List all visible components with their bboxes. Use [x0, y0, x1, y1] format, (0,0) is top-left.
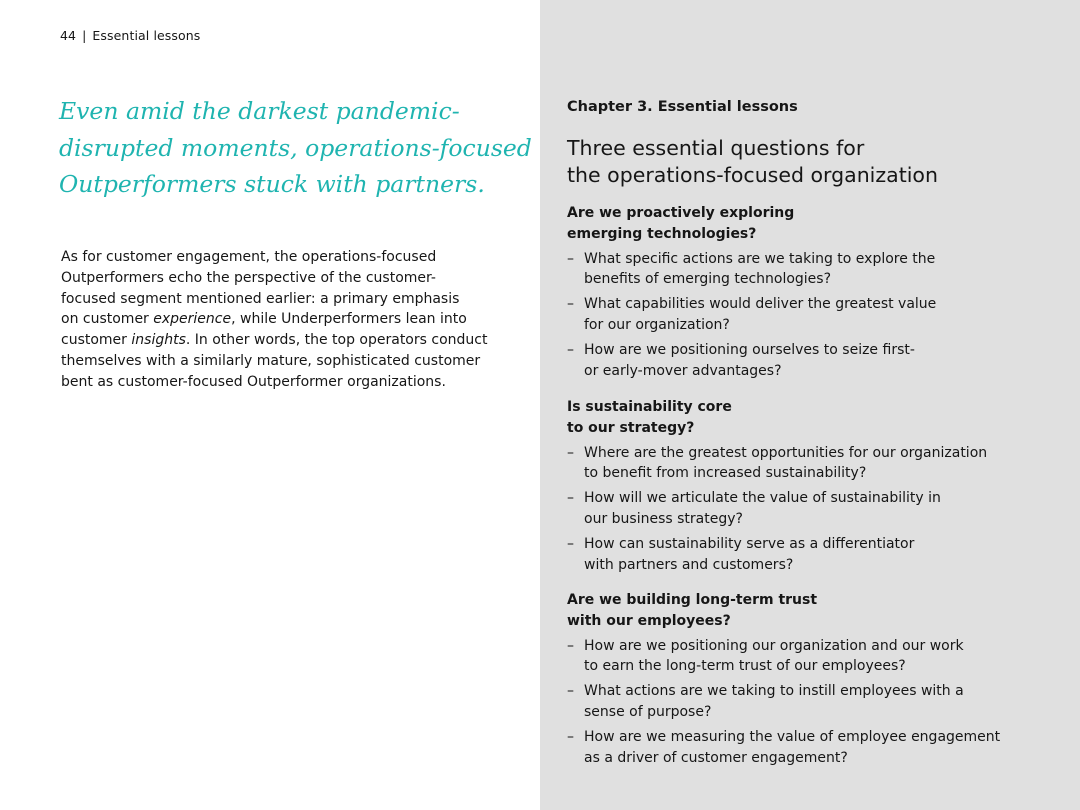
question-line: How can sustainability serve as a differentiator — [584, 535, 915, 552]
section-heading-line: Are we proactively exploring — [567, 205, 795, 221]
body-line — [61, 372, 521, 393]
panel-title-line: the operations-focused organization — [567, 163, 938, 187]
page-number: 44 — [60, 28, 77, 43]
pull-quote-line: disrupted moments, operations-focused — [59, 133, 532, 162]
section-heading-line: to our strategy? — [567, 419, 695, 436]
dash-bullet: – — [567, 683, 574, 700]
dash-bullet: – — [567, 444, 574, 461]
section-heading-line: emerging technologies? — [567, 225, 757, 242]
question-line: How are we positioning ourselves to seize first- — [584, 341, 915, 358]
dash-bullet: – — [567, 296, 574, 313]
question-section-technology — [567, 203, 1047, 385]
question-line: our business strategy? — [584, 510, 743, 527]
body-line — [61, 247, 521, 268]
question-line: to earn the long-term trust of our employees? — [584, 658, 906, 675]
question-line: What actions are we taking to instill employees with a — [584, 683, 964, 700]
chapter-label: Chapter 3. Essential lessons — [567, 99, 798, 115]
question-line: to benefit from increased sustainability? — [584, 465, 867, 482]
question-line: How are we positioning our organization and our work — [584, 637, 964, 654]
question-item — [567, 488, 1047, 530]
question-line: or early-mover advantages? — [584, 362, 782, 379]
dash-bullet: – — [567, 637, 574, 654]
body-text: bent as customer-focused Outperformer organizations. — [61, 373, 446, 390]
body-text: Outperformers echo the perspective of the customer- — [61, 269, 436, 286]
pull-quote-line: Even amid the darkest pandemic- — [59, 97, 460, 125]
body-line — [61, 351, 521, 372]
question-item — [567, 249, 1047, 291]
question-item — [567, 681, 1047, 723]
question-item — [567, 727, 1047, 769]
question-list — [567, 249, 1047, 382]
question-item — [567, 340, 1047, 382]
question-list — [567, 636, 1047, 769]
question-line: Where are the greatest opportunities for our organization — [584, 444, 988, 461]
question-line: How are we measuring the value of employee engagement — [584, 728, 1001, 745]
question-line: What specific actions are we taking to explore the — [584, 250, 936, 267]
section-heading-line: Is sustainability core — [567, 399, 732, 415]
question-line: as a driver of customer engagement? — [584, 749, 848, 766]
body-line — [61, 289, 521, 310]
body-text: , while Underperformers lean into — [231, 311, 467, 328]
body-line — [61, 309, 521, 330]
header-section-title: Essential lessons — [92, 28, 201, 43]
panel-title-line: Three essential questions for — [567, 136, 865, 160]
body-line — [61, 330, 521, 351]
section-heading-line: Are we building long-term trust — [567, 592, 818, 608]
question-item — [567, 636, 1047, 678]
question-line: What capabilities would deliver the greatest value — [584, 296, 937, 313]
question-item — [567, 443, 1047, 485]
section-heading — [567, 590, 1047, 632]
section-heading — [567, 203, 1047, 245]
body-text: on customer — [61, 311, 154, 328]
dash-bullet: – — [567, 250, 574, 267]
dash-bullet: – — [567, 490, 574, 507]
pull-quote — [59, 93, 532, 203]
body-line — [61, 268, 521, 289]
body-text: focused segment mentioned earlier: a primary emphasis — [61, 290, 460, 307]
page-header — [60, 28, 200, 43]
question-line: for our organization? — [584, 316, 730, 333]
header-separator: | — [82, 28, 87, 43]
body-text: . In other words, the top operators conduct — [185, 332, 488, 349]
body-text: themselves with a similarly mature, sophisticated customer — [61, 352, 481, 369]
dash-bullet: – — [567, 728, 574, 745]
emphasis-insights: insights — [131, 332, 186, 349]
body-text: As for customer engagement, the operations-focused — [61, 249, 437, 265]
body-text: customer — [61, 332, 132, 349]
question-line: How will we articulate the value of sustainability in — [584, 490, 941, 507]
section-heading-line: with our employees? — [567, 612, 731, 629]
body-paragraph — [61, 247, 521, 393]
pull-quote-line: Outperformers stuck with partners. — [59, 170, 485, 198]
question-item — [567, 534, 1047, 576]
emphasis-experience: experience — [153, 311, 232, 328]
question-section-sustainability — [567, 397, 1047, 579]
question-line: sense of purpose? — [584, 703, 712, 720]
question-list — [567, 443, 1047, 576]
question-section-trust — [567, 590, 1047, 772]
section-heading — [567, 397, 1047, 439]
question-item — [567, 294, 1047, 336]
question-line: with partners and customers? — [584, 556, 794, 573]
panel-title — [567, 135, 938, 189]
dash-bullet: – — [567, 535, 574, 552]
dash-bullet: – — [567, 341, 574, 358]
question-line: benefits of emerging technologies? — [584, 271, 832, 288]
